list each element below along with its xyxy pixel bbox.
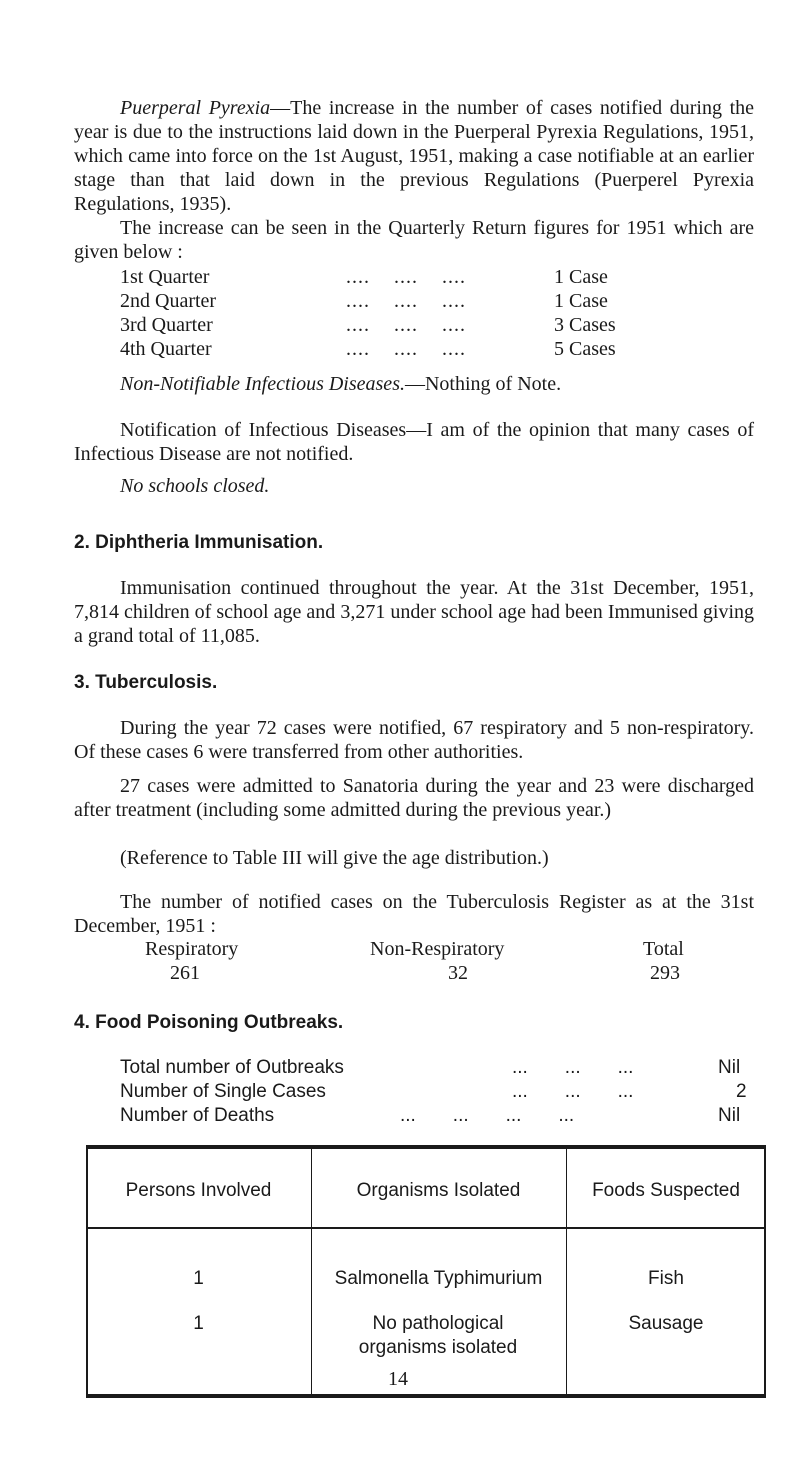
section-3-p3: (Reference to Table III will give the age distribution.) <box>120 847 549 869</box>
leader-dots: ... ... ... <box>512 1057 634 1078</box>
fp-value: Nil <box>718 1057 741 1078</box>
register-header-total: Total <box>643 938 684 960</box>
table-cell: 1 <box>193 1313 204 1334</box>
puerperal-text: —The increase in the number of cases notified during the year is due to the instructions laid down in the Puerperal Pyrexia Regulations, 1951, which came into force on the 1st August, 1951, making a case notifiable at an earlier stage than that laid down in the previous Regulations (Puerperel Pyrexia Regulations, 1935). <box>74 97 754 215</box>
quarter-label: 1st Quarter <box>120 266 210 288</box>
register-header-respiratory: Respiratory <box>145 938 239 960</box>
table-cell: Fish <box>648 1268 684 1289</box>
page-number: 14 <box>388 1368 408 1390</box>
section-4-heading: 4. Food Poisoning Outbreaks. <box>74 1012 344 1033</box>
fp-label: Number of Single Cases <box>120 1081 326 1102</box>
quarter-label: 3rd Quarter <box>120 314 213 336</box>
quarter-label: 4th Quarter <box>120 338 212 360</box>
section-3-p4: The number of notified cases on the Tuberculosis Register as at the 31st December, 1951 : <box>74 891 754 937</box>
fp-value: Nil <box>718 1105 741 1126</box>
leader-dots: ... ... ... <box>512 1081 634 1102</box>
register-value-non-respiratory: 32 <box>448 962 468 984</box>
quarterly-intro: The increase can be seen in the Quarterly Return figures for 1951 which are given below : <box>74 217 754 263</box>
register-value-respiratory: 261 <box>170 962 200 984</box>
register-value-total: 293 <box>650 962 680 984</box>
table-cell: Salmonella Typhimurium <box>334 1268 543 1289</box>
notification-paragraph: Notification of Infectious Diseases—I am of the opinion that many cases of Infectious Disease are not notified. <box>74 419 754 465</box>
section-2-heading: 2. Diphtheria Immunisation. <box>74 532 324 553</box>
quarter-label: 2nd Quarter <box>120 290 217 312</box>
leader-dots: ... ... ... ... <box>400 1105 575 1126</box>
table-cell: No pathological organisms isolated <box>358 1313 518 1358</box>
non-notifiable-line <box>120 372 740 396</box>
table-cell: 1 <box>193 1268 204 1289</box>
table-header-foods: Foods Suspected <box>592 1180 740 1201</box>
non-notifiable-title: Non-Notifiable Infectious Diseases. <box>120 373 405 395</box>
fp-label: Total number of Outbreaks <box>120 1057 344 1078</box>
leader-dots: .... .... .... <box>346 314 466 336</box>
puerperal-title: Puerperal Pyrexia <box>120 97 271 119</box>
quarter-value: 3 Cases <box>554 314 616 336</box>
leader-dots: .... .... .... <box>346 266 466 288</box>
no-schools-closed: No schools closed. <box>120 475 270 497</box>
section-3-p1: During the year 72 cases were notified, 67 respiratory and 5 non-respiratory. Of these cases 6 were transferred from other authorities. <box>74 717 754 763</box>
leader-dots: .... .... .... <box>346 290 466 312</box>
puerperal-paragraph <box>74 96 754 216</box>
non-notifiable-text: —Nothing of Note. <box>404 373 562 395</box>
leader-dots: .... .... .... <box>346 338 466 360</box>
register-header-non-respiratory: Non-Respiratory <box>370 938 505 960</box>
quarter-value: 5 Cases <box>554 338 616 360</box>
table-header-organisms: Organisms Isolated <box>356 1180 521 1201</box>
table-header-persons: Persons Involved <box>125 1180 272 1201</box>
quarter-value: 1 Case <box>554 266 608 288</box>
outbreak-table-wrap <box>86 1145 766 1460</box>
fp-value: 2 <box>736 1081 747 1102</box>
table-top-rule <box>86 1145 766 1149</box>
fp-label: Number of Deaths <box>120 1105 275 1126</box>
table-bottom-rule <box>86 1394 766 1398</box>
table-cell: Sausage <box>628 1313 704 1334</box>
table-header-rule <box>86 1227 766 1229</box>
quarter-value: 1 Case <box>554 290 608 312</box>
section-3-heading: 3. Tuberculosis. <box>74 672 218 693</box>
section-3-p2: 27 cases were admitted to Sanatoria during the year and 23 were discharged after treatment (including some admitted during the previous year.) <box>74 775 754 821</box>
section-2-text: Immunisation continued throughout the year. At the 31st December, 1951, 7,814 children of school age and 3,271 under school age had been Immunised giving a grand total of 11,085. <box>74 577 754 647</box>
